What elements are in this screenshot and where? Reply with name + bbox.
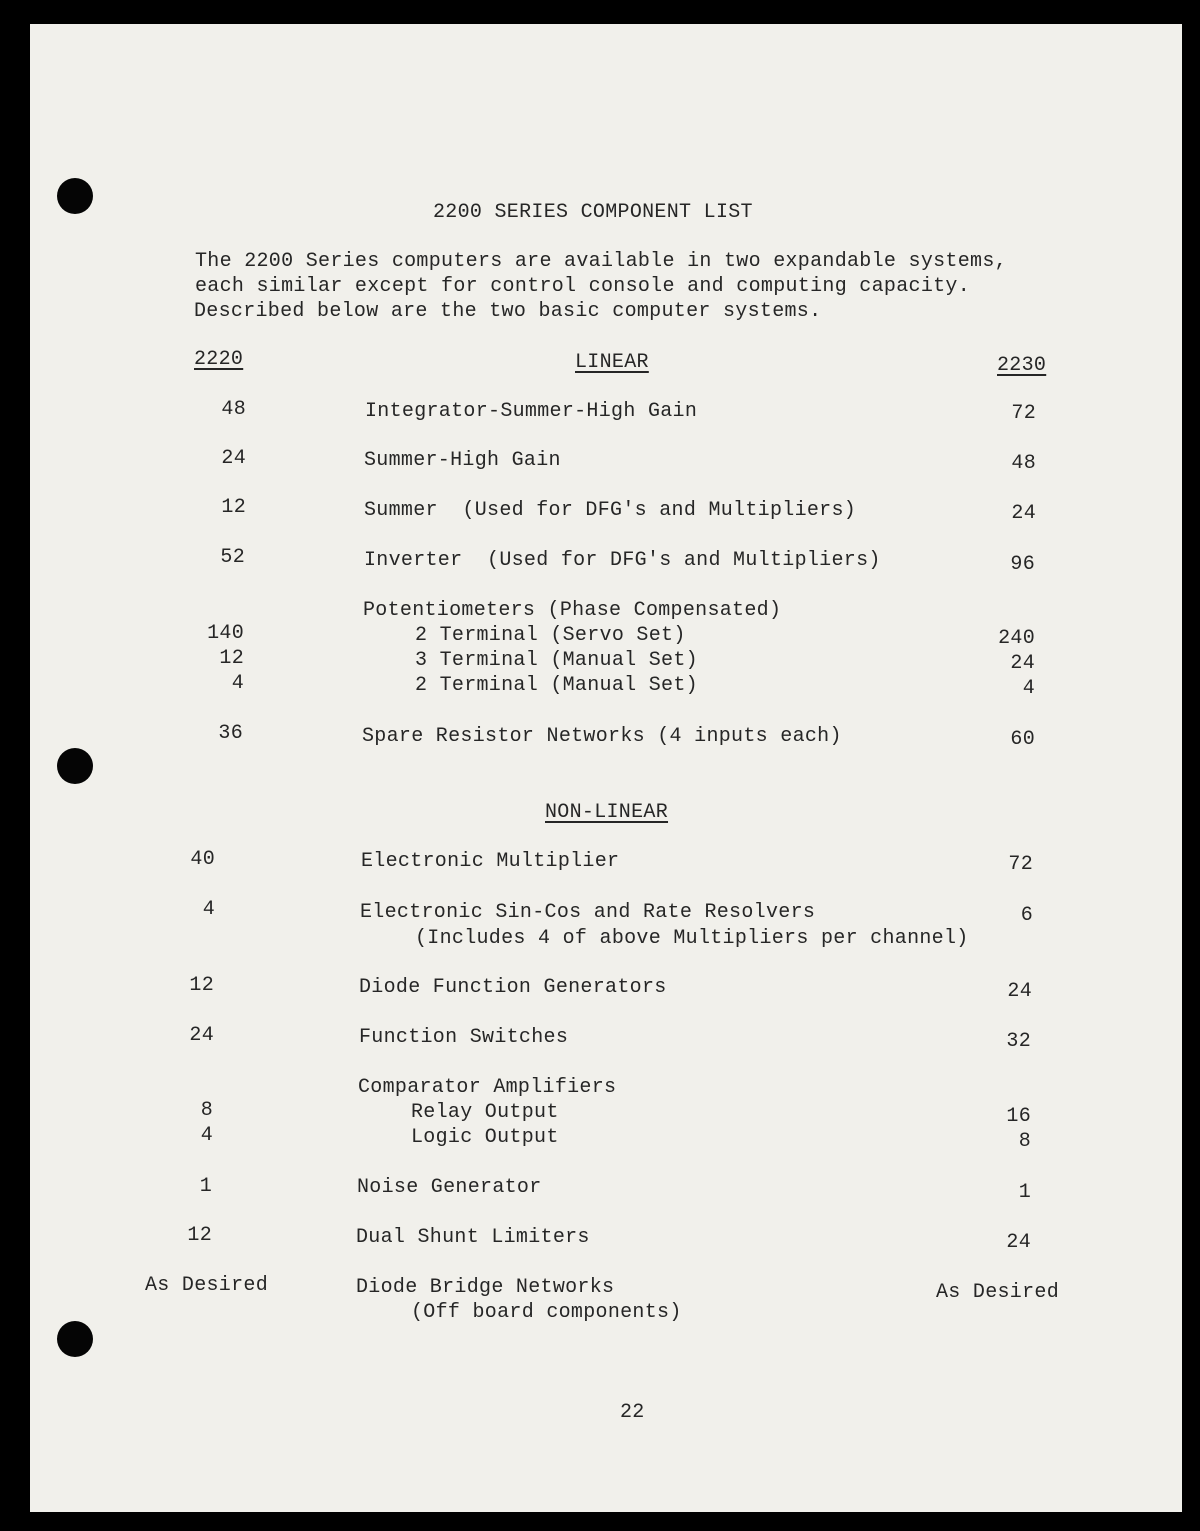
- count-2230: 16: [1006, 1105, 1031, 1128]
- count-2220: 36: [218, 722, 243, 745]
- component-subitem: Logic Output: [411, 1126, 559, 1149]
- component-name: Noise Generator: [357, 1176, 542, 1199]
- page-title: 2200 SERIES COMPONENT LIST: [433, 201, 753, 224]
- component-name: Spare Resistor Networks (4 inputs each): [362, 725, 842, 748]
- count-2230: 24: [1010, 652, 1035, 675]
- section-heading-nonlinear: NON-LINEAR: [545, 801, 669, 824]
- component-subitem: 2 Terminal (Manual Set): [415, 674, 698, 697]
- count-2230: 32: [1006, 1030, 1031, 1053]
- component-subitem: Relay Output: [411, 1101, 559, 1124]
- component-name: Summer (Used for DFG's and Multipliers): [364, 499, 857, 522]
- count-2230: 96: [1010, 553, 1035, 576]
- count-2220: 4: [202, 898, 215, 921]
- component-name: Inverter (Used for DFG's and Multipliers): [364, 549, 881, 572]
- intro-line: Described below are the two basic computer systems.: [194, 300, 822, 323]
- count-2230: 1: [1018, 1181, 1031, 1204]
- count-2220: 140: [207, 622, 244, 645]
- component-group-name: Potentiometers (Phase Compensated): [363, 599, 782, 622]
- count-2220: 4: [231, 672, 244, 695]
- count-2220: 12: [221, 496, 246, 519]
- count-2220: 4: [200, 1124, 213, 1147]
- document-page: [30, 24, 1182, 1512]
- count-2230: 8: [1018, 1130, 1031, 1153]
- binder-hole: [57, 1321, 93, 1357]
- count-2230: 4: [1022, 677, 1035, 700]
- count-2230: 24: [1006, 1231, 1031, 1254]
- count-2220: 24: [189, 1024, 214, 1047]
- component-name: Dual Shunt Limiters: [356, 1226, 590, 1249]
- count-2220: 12: [189, 974, 214, 997]
- count-2230: 6: [1020, 904, 1033, 927]
- component-name: Diode Bridge Networks: [356, 1276, 615, 1299]
- count-2230: 48: [1011, 452, 1036, 475]
- count-2220: 24: [221, 447, 246, 470]
- count-2230: 72: [1011, 402, 1036, 425]
- binder-hole: [57, 748, 93, 784]
- intro-line: The 2200 Series computers are available in two expandable systems,: [195, 250, 1007, 273]
- binder-hole: [57, 178, 93, 214]
- count-2230: 72: [1008, 853, 1033, 876]
- page-number: 22: [620, 1401, 645, 1424]
- intro-line: each similar except for control console and computing capacity.: [195, 275, 971, 298]
- count-2230: 24: [1011, 502, 1036, 525]
- component-name: Electronic Sin-Cos and Rate Resolvers: [360, 901, 816, 924]
- component-name: Electronic Multiplier: [361, 850, 620, 873]
- component-subitem: 2 Terminal (Servo Set): [415, 624, 686, 647]
- component-subitem: 3 Terminal (Manual Set): [415, 649, 698, 672]
- count-2220: 8: [200, 1099, 213, 1122]
- count-2220: 48: [221, 398, 246, 421]
- count-2230: 24: [1007, 980, 1032, 1003]
- count-2220: 1: [199, 1175, 212, 1198]
- column-header-2220: 2220: [194, 348, 244, 371]
- component-name: Summer-High Gain: [364, 449, 561, 472]
- count-2220: 12: [187, 1224, 212, 1247]
- component-name: Integrator-Summer-High Gain: [365, 400, 698, 423]
- component-note: (Includes 4 of above Multipliers per channel): [415, 927, 969, 950]
- component-name: Diode Function Generators: [359, 976, 667, 999]
- component-group-name: Comparator Amplifiers: [358, 1076, 617, 1099]
- count-2220: 52: [220, 546, 245, 569]
- count-2230: 60: [1010, 728, 1035, 751]
- component-note: (Off board components): [411, 1301, 682, 1324]
- count-2220: 12: [219, 647, 244, 670]
- count-2230: As Desired: [936, 1281, 1060, 1304]
- section-heading-linear: LINEAR: [575, 351, 649, 374]
- count-2220: 40: [190, 848, 215, 871]
- column-header-2230: 2230: [997, 354, 1047, 377]
- count-2220: As Desired: [145, 1274, 269, 1297]
- component-name: Function Switches: [359, 1026, 569, 1049]
- count-2230: 240: [998, 627, 1035, 650]
